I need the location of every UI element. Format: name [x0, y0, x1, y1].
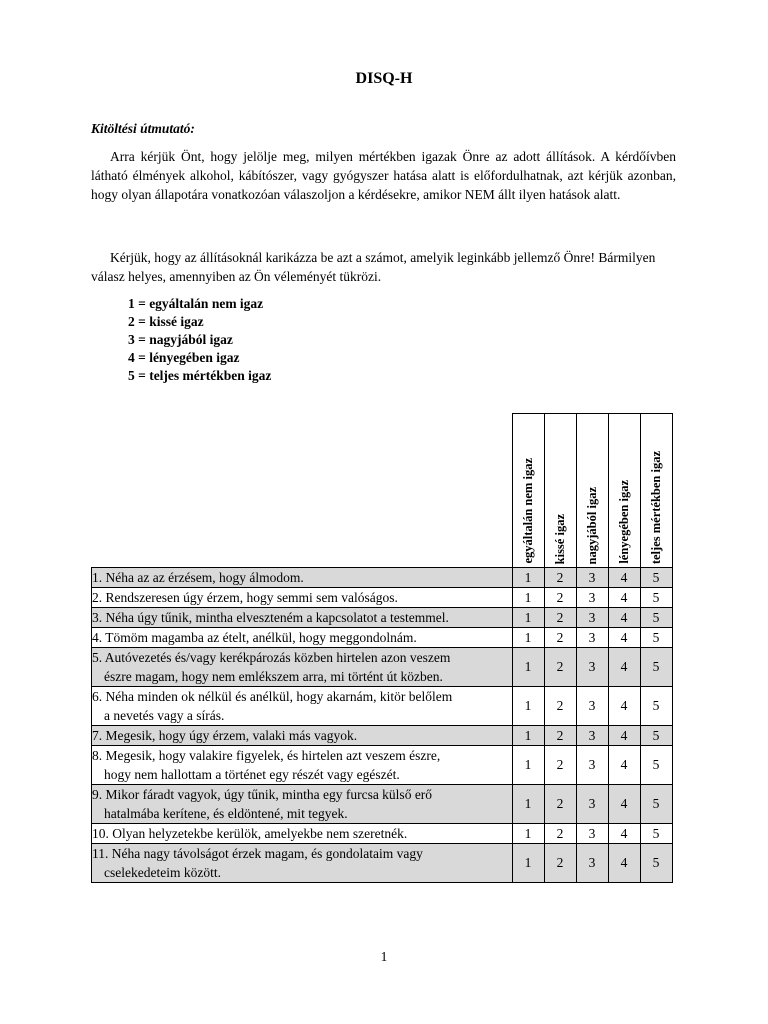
statement-cell	[92, 824, 513, 844]
answer-option-2[interactable]: 2	[544, 568, 576, 588]
scale-item: 4 = lényegében igaz	[128, 350, 240, 365]
table-row	[92, 726, 673, 746]
answer-option-4[interactable]: 4	[608, 746, 640, 785]
answer-option-1[interactable]: 1	[512, 726, 544, 746]
answer-option-3[interactable]: 3	[576, 608, 608, 628]
table-row	[92, 785, 673, 824]
answer-option-3[interactable]: 3	[576, 568, 608, 588]
answer-option-5[interactable]: 5	[640, 785, 672, 824]
answer-option-5[interactable]: 5	[640, 588, 672, 608]
instructions-paragraph-1: Arra kérjük Önt, hogy jelölje meg, milyen mértékben igazak Önre az adott állítások. A kérdőívben látható élmények alkohol, kábítószer, vagy gyógyszer hatása alatt is előfordulhatnak, azt kérjük azonban, hogy olyan állapotára vonatkozóan válaszoljon a kérdésekre, amikor NEM állt ilyen hatások alatt.	[91, 149, 676, 202]
answer-option-3[interactable]: 3	[576, 687, 608, 726]
statement-cell	[92, 687, 513, 726]
table-row	[92, 687, 673, 726]
answer-option-4[interactable]: 4	[608, 648, 640, 687]
answer-option-5[interactable]: 5	[640, 824, 672, 844]
answer-option-2[interactable]: 2	[544, 608, 576, 628]
column-header-2: kissé igaz	[544, 414, 576, 568]
answer-option-2[interactable]: 2	[544, 785, 576, 824]
statement-text: 6. Néha minden ok nélkül és anélkül, hogy akarnám, kitör belőlem	[92, 689, 453, 704]
answer-option-3[interactable]: 3	[576, 824, 608, 844]
answer-option-2[interactable]: 2	[544, 588, 576, 608]
answer-option-1[interactable]: 1	[512, 648, 544, 687]
statement-cell	[92, 568, 513, 588]
answer-option-1[interactable]: 1	[512, 844, 544, 883]
table-row	[92, 746, 673, 785]
answer-option-3[interactable]: 3	[576, 726, 608, 746]
answer-option-1[interactable]: 1	[512, 568, 544, 588]
answer-option-5[interactable]: 5	[640, 608, 672, 628]
answer-option-2[interactable]: 2	[544, 746, 576, 785]
answer-option-4[interactable]: 4	[608, 628, 640, 648]
scale-item: 1 = egyáltalán nem igaz	[128, 296, 264, 311]
statement-cell	[92, 844, 513, 883]
answer-option-1[interactable]: 1	[512, 687, 544, 726]
statement-continuation: a nevetés vagy a sírás.	[104, 708, 225, 723]
statement-cell	[92, 588, 513, 608]
instructions-paragraph-2: Kérjük, hogy az állításoknál karikázza be azt a számot, amelyik leginkább jellemző Önre! Bármilyen válasz helyes, amennyiben az Ön véleményét tükrözi.	[91, 250, 656, 284]
table-row	[92, 648, 673, 687]
column-header-1: egyáltalán nem igaz	[512, 414, 544, 568]
answer-option-5[interactable]: 5	[640, 648, 672, 687]
column-header-3: nagyjából igaz	[576, 414, 608, 568]
answer-option-3[interactable]: 3	[576, 746, 608, 785]
statement-text: 4. Tömöm magamba az ételt, anélkül, hogy meggondolnám.	[92, 630, 417, 645]
answer-option-2[interactable]: 2	[544, 824, 576, 844]
answer-option-2[interactable]: 2	[544, 648, 576, 687]
answer-option-1[interactable]: 1	[512, 588, 544, 608]
answer-option-2[interactable]: 2	[544, 844, 576, 883]
statement-text: 10. Olyan helyzetekbe kerülök, amelyekbe nem szeretnék.	[92, 826, 408, 841]
answer-option-4[interactable]: 4	[608, 608, 640, 628]
answer-option-1[interactable]: 1	[512, 608, 544, 628]
statement-continuation: cselekedeteim között.	[104, 865, 221, 880]
statement-continuation: hogy nem hallottam a történet egy részét vagy egészét.	[104, 767, 400, 782]
page-number: 1	[380, 949, 388, 964]
answer-option-4[interactable]: 4	[608, 844, 640, 883]
table-row	[92, 588, 673, 608]
statement-text: 7. Megesik, hogy úgy érzem, valaki más vagyok.	[92, 728, 358, 743]
answer-option-5[interactable]: 5	[640, 844, 672, 883]
answer-option-4[interactable]: 4	[608, 726, 640, 746]
answer-option-4[interactable]: 4	[608, 568, 640, 588]
scale-item: 3 = nagyjából igaz	[128, 332, 233, 347]
answer-option-1[interactable]: 1	[512, 824, 544, 844]
statement-text: 5. Autóvezetés és/vagy kerékpározás közben hirtelen azon veszem	[92, 650, 451, 665]
answer-option-2[interactable]: 2	[544, 628, 576, 648]
page-title: DISQ-H	[355, 70, 413, 87]
table-row	[92, 824, 673, 844]
answer-option-4[interactable]: 4	[608, 785, 640, 824]
column-header-4: lényegében igaz	[608, 414, 640, 568]
table-row	[92, 628, 673, 648]
statement-cell	[92, 648, 513, 687]
answer-option-1[interactable]: 1	[512, 746, 544, 785]
statement-cell	[92, 746, 513, 785]
questionnaire-table	[91, 413, 673, 883]
statement-cell	[92, 608, 513, 628]
header-row	[92, 414, 673, 568]
table-row	[92, 844, 673, 883]
statement-text: 8. Megesik, hogy valakire figyelek, és hirtelen azt veszem észre,	[92, 748, 441, 763]
questionnaire-body	[92, 568, 673, 883]
answer-scale-legend	[128, 295, 271, 385]
answer-option-1[interactable]: 1	[512, 785, 544, 824]
statement-text: 11. Néha nagy távolságot érzek magam, és gondolataim vagy	[92, 846, 423, 861]
statement-continuation: hatalmába kerítene, és eldöntené, mit tegyek.	[104, 806, 348, 821]
statement-text: 1. Néha az az érzésem, hogy álmodom.	[92, 570, 304, 585]
statement-cell	[92, 785, 513, 824]
answer-option-4[interactable]: 4	[608, 687, 640, 726]
answer-option-4[interactable]: 4	[608, 824, 640, 844]
answer-option-5[interactable]: 5	[640, 568, 672, 588]
answer-option-2[interactable]: 2	[544, 687, 576, 726]
answer-option-3[interactable]: 3	[576, 844, 608, 883]
answer-option-5[interactable]: 5	[640, 687, 672, 726]
statement-continuation: észre magam, hogy nem emlékszem arra, mi történt út közben.	[104, 669, 443, 684]
column-header-5: teljes mértékben igaz	[640, 414, 672, 568]
answer-option-3[interactable]: 3	[576, 785, 608, 824]
answer-option-5[interactable]: 5	[640, 726, 672, 746]
statement-text: 2. Rendszeresen úgy érzem, hogy semmi sem valóságos.	[92, 590, 398, 605]
statement-cell	[92, 726, 513, 746]
instructions-heading: Kitöltési útmutató:	[91, 121, 195, 136]
table-row	[92, 608, 673, 628]
answer-option-1[interactable]: 1	[512, 628, 544, 648]
answer-option-3[interactable]: 3	[576, 588, 608, 608]
answer-option-2[interactable]: 2	[544, 726, 576, 746]
answer-option-5[interactable]: 5	[640, 746, 672, 785]
answer-option-5[interactable]: 5	[640, 628, 672, 648]
answer-option-3[interactable]: 3	[576, 648, 608, 687]
answer-option-4[interactable]: 4	[608, 588, 640, 608]
statement-text: 9. Mikor fáradt vagyok, úgy tűnik, mintha egy furcsa külső erő	[92, 787, 433, 802]
statement-text: 3. Néha úgy tűnik, mintha elveszteném a kapcsolatot a testemmel.	[92, 610, 449, 625]
statement-cell	[92, 628, 513, 648]
scale-item: 2 = kissé igaz	[128, 314, 204, 329]
scale-item: 5 = teljes mértékben igaz	[128, 368, 272, 383]
header-blank-cell	[92, 414, 513, 568]
answer-option-3[interactable]: 3	[576, 628, 608, 648]
table-row	[92, 568, 673, 588]
